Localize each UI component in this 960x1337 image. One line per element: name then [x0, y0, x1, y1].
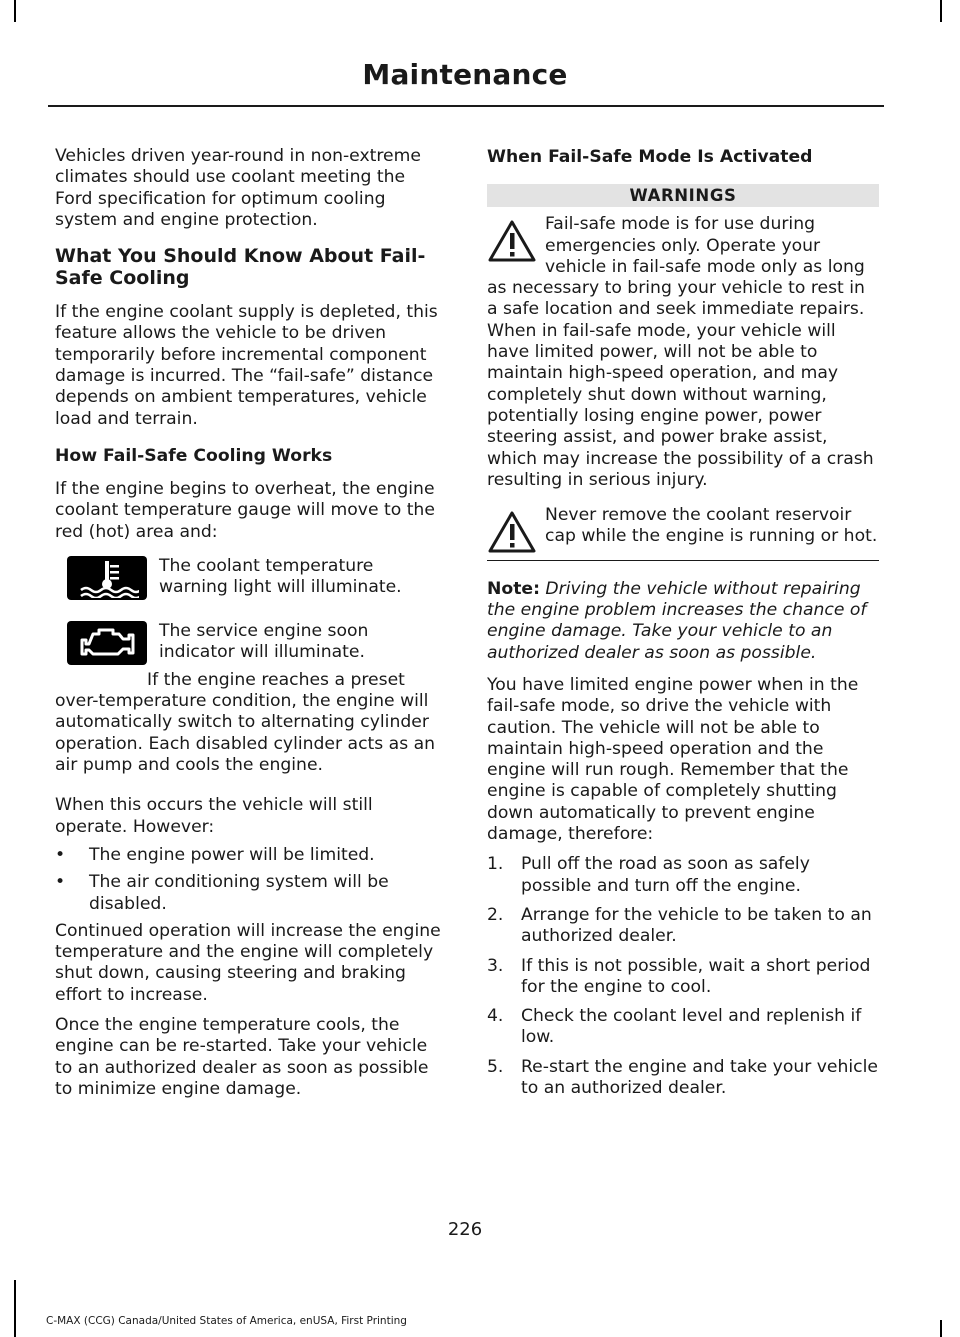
bullet-glyph: •: [55, 844, 66, 865]
list-item: [487, 905, 879, 948]
section-title: Maintenance: [362, 58, 568, 91]
page-number: 226: [447, 1219, 483, 1240]
intro-paragraph: Vehicles driven year-round in non-extreme climates should use coolant meeting the Ford specification for optimum cooling system and engine protection.: [55, 146, 421, 230]
step-number: 3.: [487, 955, 504, 976]
bullet-list: [55, 845, 447, 915]
list-item: [55, 845, 447, 866]
indicator-engine-text: The service engine soon indicator will illuminate.: [159, 620, 369, 663]
bullet-text: The engine power will be limited.: [89, 844, 375, 865]
bullet-text: The air conditioning system will be disabled.: [89, 872, 389, 914]
warning-triangle-icon: [487, 219, 537, 263]
indicator-engine: [67, 620, 447, 665]
warning-reservoir-cap: [487, 505, 879, 548]
edition-footer: C-MAX (CCG) Canada/United States of America, enUSA, First Printing: [46, 1315, 407, 1327]
warning-fail-safe: [487, 214, 879, 491]
warning-reservoir-cap-text: Never remove the coolant reservoir cap while the engine is running or hot.: [545, 505, 878, 547]
limited-power-paragraph: You have limited engine power when in the fail-safe mode, so drive the vehicle with caution. The vehicle will not be able to maintain high-speed operation and the engine will run rough. Remember that the engine is capable of completely shutting down automatically to prevent engine damage, therefore:: [487, 674, 859, 845]
list-item: [487, 854, 879, 897]
step-text: If this is not possible, wait a short period for the engine to cool.: [521, 955, 871, 997]
crop-mark-bottom-left: [14, 1280, 16, 1337]
note-paragraph: [487, 579, 879, 664]
step-text: Pull off the road as soon as safely possible and turn off the engine.: [521, 854, 810, 896]
step-number: 5.: [487, 1056, 504, 1077]
occurs-paragraph: When this occurs the vehicle will still operate. However:: [55, 795, 373, 837]
heading-fail-safe-activated: When Fail-Safe Mode Is Activated: [487, 147, 813, 167]
depleted-paragraph: If the engine coolant supply is depleted, this feature allows the vehicle to be driven temporarily before incremental component damage is incurred. The “fail-safe” distance depends on ambient temperatures, vehicle load and terrain.: [55, 302, 438, 429]
step-text: Re-start the engine and take your vehicle to an authorized dealer.: [521, 1056, 878, 1098]
warnings-end-rule: [487, 560, 879, 561]
list-item: [487, 956, 879, 999]
crop-mark-bottom-right: [940, 1320, 942, 1337]
warning-fail-safe-text: Fail-safe mode is for use during emergencies only. Operate your vehicle in fail-safe mode only as long as necessary to bring your vehicle to rest in a safe location and seek immediate repairs. When in fail-safe mode, your vehicle will have limited power, will not be able to maintain high-speed operation, and may completely shut down without warning, potentially losing engine power, power steering assist, and power brake assist, which may increase the possibility of a crash resulting in serious injury.: [487, 214, 874, 490]
warning-triangle-icon: [487, 510, 537, 554]
warnings-header: WARNINGS: [487, 184, 879, 207]
crop-mark-top-right: [940, 0, 942, 22]
crop-mark-top-left: [14, 0, 16, 22]
preset-paragraph-text: If the engine reaches a preset over-temperature condition, the engine will automatically switch to alternating cylinder operation. Each disabled cylinder acts as an air pump and cools the engine.: [55, 669, 436, 776]
step-text: Arrange for the vehicle to be taken to an authorized dealer.: [521, 904, 872, 947]
right-column: [487, 146, 879, 1107]
steps-list: [487, 854, 879, 1099]
coolant-temperature-icon: [67, 556, 147, 600]
heading-how-it-works: How Fail-Safe Cooling Works: [55, 445, 333, 466]
note-label: Note:: [487, 578, 540, 599]
list-item: [487, 1006, 879, 1049]
continued-paragraph: Continued operation will increase the engine temperature and the engine will completely shut down, causing steering and braking effort to increase.: [55, 920, 441, 1005]
list-item: [487, 1057, 879, 1100]
overheat-paragraph: If the engine begins to overheat, the engine coolant temperature gauge will move to the red (hot) area and:: [55, 478, 435, 542]
bullet-glyph: •: [55, 872, 66, 893]
indicator-coolant: [67, 555, 447, 600]
note-text: Driving the vehicle without repairing the engine problem increases the chance of engine damage. Take your vehicle to an authorized dealer as soon as possible.: [487, 578, 867, 663]
heading-what-you-should-know: What You Should Know About Fail-Safe Cooling: [55, 245, 426, 290]
step-number: 2.: [487, 904, 504, 925]
step-number: 4.: [487, 1006, 504, 1027]
step-number: 1.: [487, 854, 504, 875]
indicator-coolant-text: The coolant temperature warning light will illuminate.: [159, 555, 402, 598]
cools-paragraph: Once the engine temperature cools, the engine can be re-started. Take your vehicle to an authorized dealer as soon as possible to minimize engine damage.: [55, 1015, 429, 1099]
left-column: [55, 146, 447, 1109]
list-item: [55, 872, 447, 915]
step-text: Check the coolant level and replenish if low.: [521, 1006, 862, 1048]
preset-paragraph: [55, 670, 447, 776]
service-engine-soon-icon: [67, 621, 147, 665]
header-rule: [48, 105, 884, 107]
